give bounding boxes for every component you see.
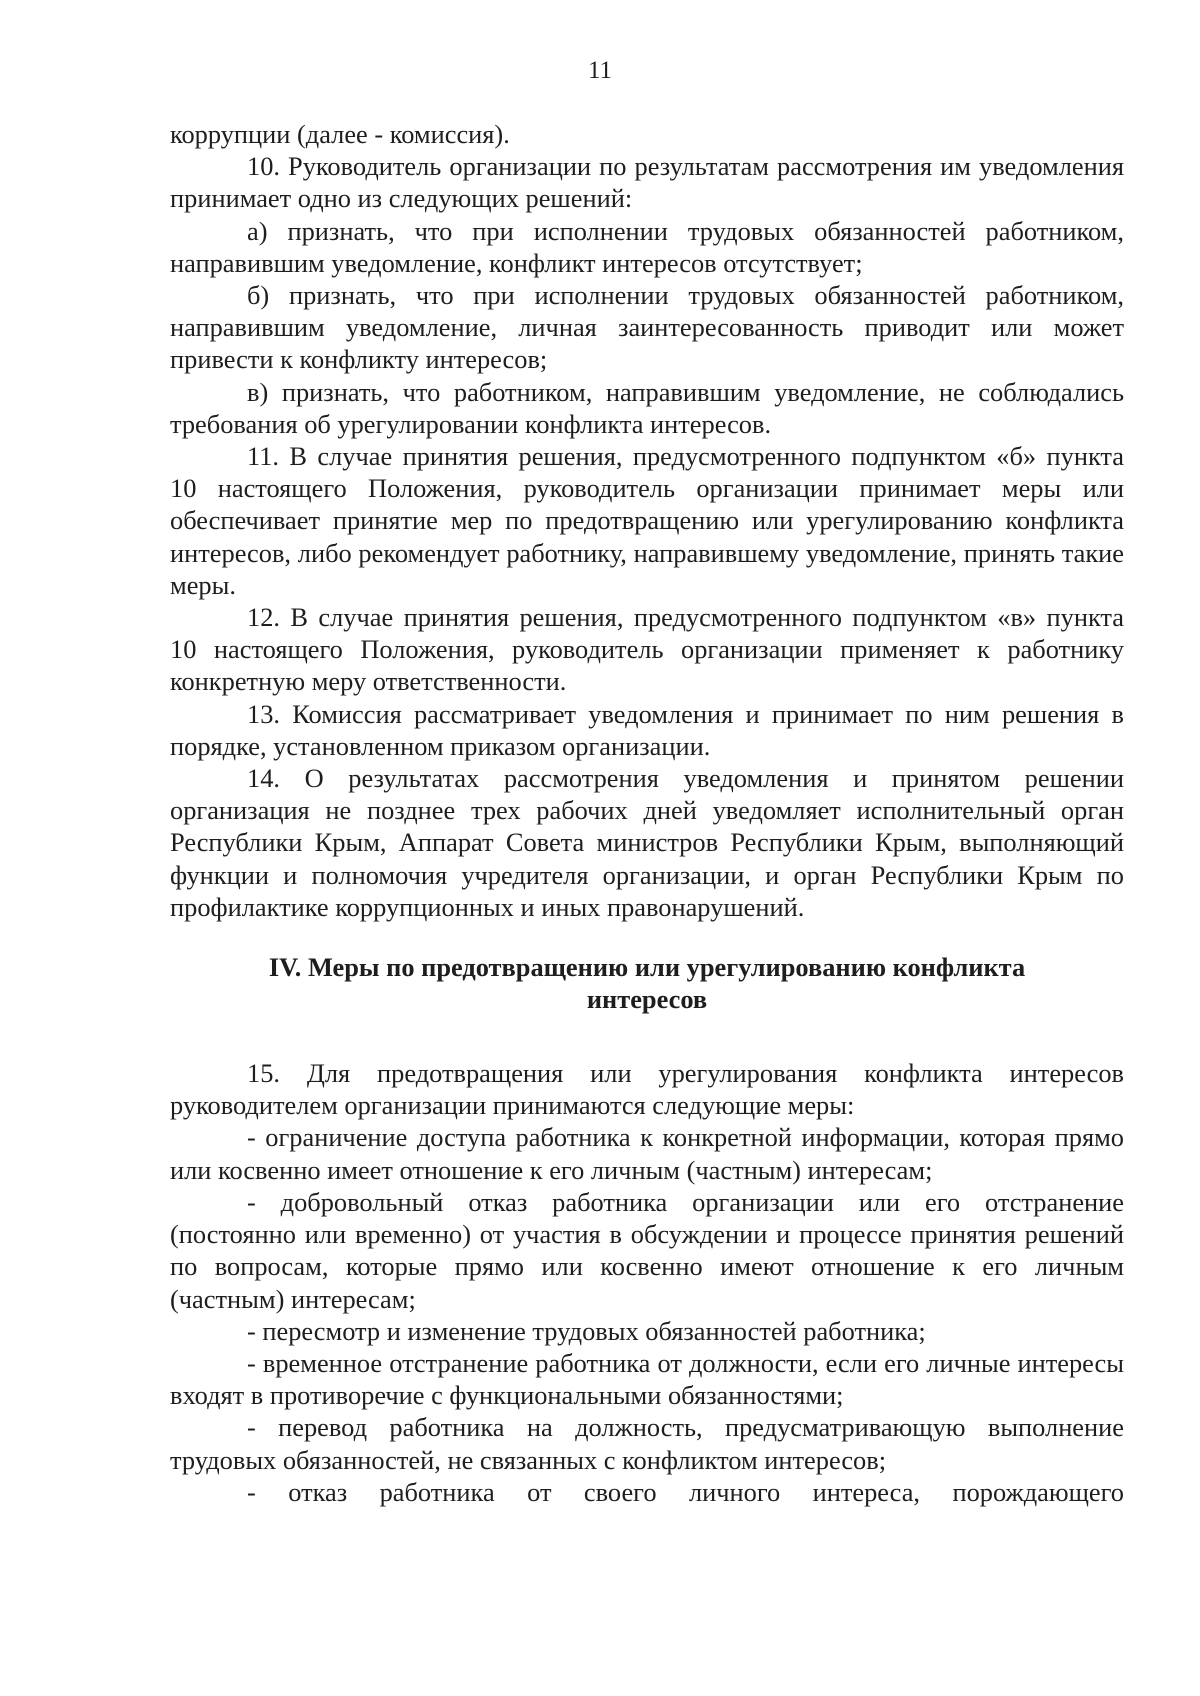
paragraph-subitem-a: а) признать, что при исполнении трудовых обязанностей работником, направившим уведомление, конфликт интересов отсутствует;: [170, 215, 1124, 278]
paragraph-item-14: 14. О результатах рассмотрения уведомления и принятом решении организация не позднее трех рабочих дней уведомляет исполнительный орган Республики Крым, Аппарат Совета министров Республики Крым, выполняющий функции и полномочия учредителя организации, и орган Республики Крым по профилактике коррупционных и иных правонарушений.: [170, 763, 1124, 922]
paragraph-item-13: 13. Комиссия рассматривает уведомления и принимает по ним решения в порядке, установленном приказом организации.: [170, 698, 1124, 761]
list-item-measure: - временное отстранение работника от должности, если его личные интересы входят в противоречие с функциональными обязанностями;: [170, 1347, 1124, 1411]
paragraph-item-15: 15. Для предотвращения или урегулирования конфликта интересов руководителем организации принимаются следующие меры:: [170, 1058, 1124, 1121]
list-item-measure: - перевод работника на должность, предусматривающую выполнение трудовых обязанностей, не связанных с конфликтом интересов;: [170, 1412, 1124, 1475]
list-item-measure: - ограничение доступа работника к конкретной информации, которая прямо или косвенно имеет отношение к его личным (частным) интересам;: [170, 1122, 1124, 1185]
paragraph-continuation: коррупции (далее - комиссия).: [170, 119, 510, 149]
paragraph-item-11: 11. В случае принятия решения, предусмотренного подпунктом «б» пункта 10 настоящего Положения, руководитель организации принимает меры или обеспечивает принятие мер по предотвращению или урегулированию конфликта интересов, либо рекомендует работнику, направившему уведомление, принять такие меры.: [170, 441, 1124, 600]
section-heading: IV. Меры по предотвращению или урегулированию конфликта интересов: [268, 952, 1026, 1015]
list-item-measure: - добровольный отказ работника организации или его отстранение (постоянно или временно) от участия в обсуждении и процессе принятия решений по вопросам, которые прямо или косвенно имеют отношение к его личным (частным) интересам;: [170, 1186, 1124, 1314]
list-item-measure: - отказ работника от своего личного интереса, порождающего: [247, 1476, 1124, 1507]
paragraph-item-12: 12. В случае принятия решения, предусмотренного подпунктом «в» пункта 10 настоящего Положения, руководитель организации применяет к работнику конкретную меру ответственности.: [170, 602, 1124, 697]
document-body: [170, 118, 1124, 1508]
paragraph-subitem-b: б) признать, что при исполнении трудовых обязанностей работником, направившим уведомление, личная заинтересованность приводит или может привести к конфликту интересов;: [170, 280, 1124, 375]
paragraph-item-10: 10. Руководитель организации по результатам рассмотрения им уведомления принимает одно из следующих решений:: [170, 151, 1124, 214]
list-item-measure: - пересмотр и изменение трудовых обязанностей работника;: [247, 1315, 926, 1346]
paragraph-subitem-v: в) признать, что работником, направившим уведомление, не соблюдались требования об урегулировании конфликта интересов.: [170, 376, 1124, 439]
page-number: 11: [587, 57, 613, 84]
